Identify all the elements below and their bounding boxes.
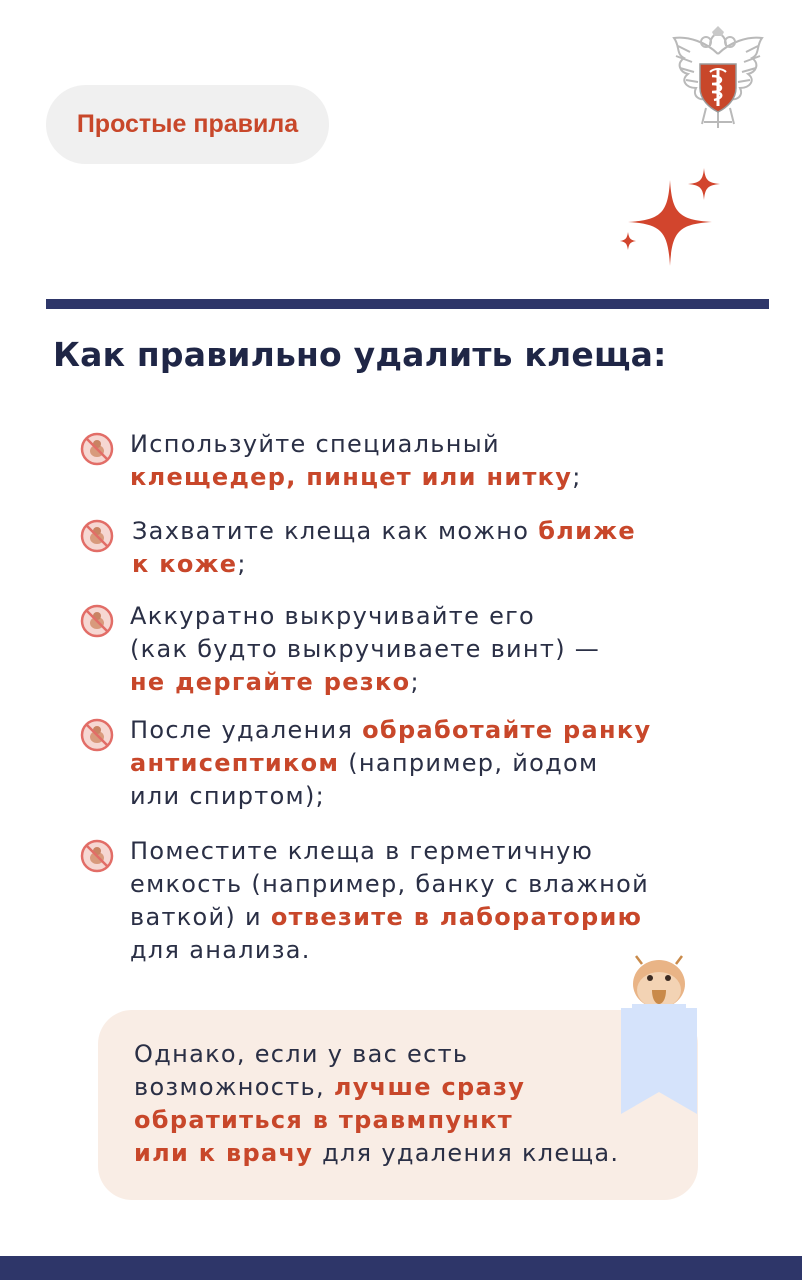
list-item-text: Захватите клеща как можно ближе к коже; xyxy=(132,517,636,578)
ministry-emblem-icon xyxy=(666,24,770,136)
bottom-bar xyxy=(0,1256,802,1280)
no-tick-icon xyxy=(80,718,114,752)
top-divider xyxy=(46,299,769,309)
no-tick-icon xyxy=(80,432,114,466)
list-item-text: Поместите клеща в герметичную емкость (например, банку с влажной ваткой) и отвезите в лабораторию для анализа. xyxy=(130,837,649,964)
sparkle-icon xyxy=(612,168,732,272)
bookmark-icon xyxy=(621,1008,697,1116)
advice-callout-text: Однако, если у вас есть возможность, лучше сразу обратиться в травмпункт или к врачу для удаления клеща. xyxy=(134,1040,620,1167)
page-title: Как правильно удалить клеща: xyxy=(53,335,667,374)
advice-callout xyxy=(98,1010,698,1200)
no-tick-icon xyxy=(80,604,114,638)
rules-badge xyxy=(46,85,329,164)
list-item-text: Аккуратно выкручивайте его (как будто выкручиваете винт) — не дергайте резко; xyxy=(130,602,601,696)
tick-mascot-icon xyxy=(628,954,690,1012)
rules-badge-label: Простые правила xyxy=(76,110,299,138)
no-tick-icon xyxy=(80,839,114,873)
list-item-text: Используйте специальный клещедер, пинцет или нитку; xyxy=(130,430,582,491)
list-item-text: После удаления обработайте ранку антисептиком (например, йодом или спиртом); xyxy=(130,716,652,810)
no-tick-icon xyxy=(80,519,114,553)
